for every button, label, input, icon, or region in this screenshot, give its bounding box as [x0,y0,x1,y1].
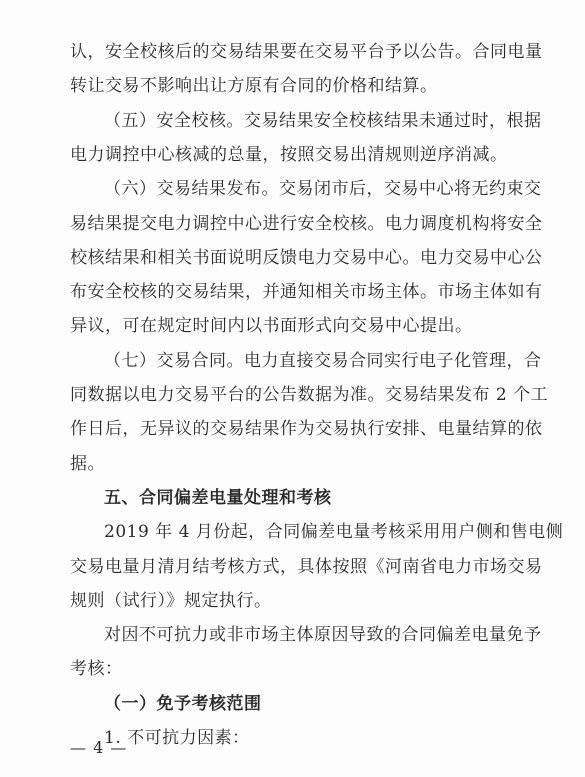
body-text-line: 对因不可抗力或非市场主体原因导致的合同偏差电量免予 [104,625,542,645]
body-text-line: 据。 [70,454,105,474]
body-text-line: （五）安全校核。交易结果安全校核结果未通过时，根据 [104,111,542,131]
body-text-line: 易结果提交电力调控中心进行安全校核。电力调度机构将安全 [70,214,543,234]
body-text-line: 同数据以电力交易平台的公告数据为准。交易结果发布 2 个工 [70,385,549,405]
body-text-line: 异议，可在规定时间内以书面形式向交易中心提出。 [70,316,473,336]
page-number: — 4 — [70,738,128,757]
body-text-line: 2019 年 4 月份起，合同偏差电量考核采用用户侧和售电侧 [104,522,564,542]
body-text-line: 认，安全校核后的交易结果要在交易平台予以公告。合同电量 [70,42,543,62]
section-heading: 五、合同偏差电量处理和考核 [104,488,332,508]
body-text-line: 考核： [70,659,123,679]
body-text-line: 校核结果和相关书面说明反馈电力交易中心。电力交易中心公 [70,248,543,268]
list-item-text: 1. 不可抗力因素： [104,728,250,748]
body-text-line: 作日后，无异议的交易结果作为交易执行安排、电量结算的依 [70,419,543,439]
body-text-line: 交易电量月清月结考核方式，具体按照《河南省电力市场交易 [70,557,543,577]
body-text-line: （六）交易结果发布。交易闭市后，交易中心将无约束交 [104,179,542,199]
body-text-line: 规则（试行）》规定执行。 [70,591,272,611]
subsection-heading: （一）免予考核范围 [104,694,262,714]
body-text-line: 电力调控中心核减的总量，按照交易出清规则逆序消减。 [70,145,508,165]
body-text-line: 布安全校核的交易结果，并通知相关市场主体。市场主体如有 [70,282,543,302]
body-text-line: （七）交易合同。电力直接交易合同实行电子化管理，合 [104,351,542,371]
body-text-line: 转让交易不影响出让方原有合同的价格和结算。 [70,76,438,96]
